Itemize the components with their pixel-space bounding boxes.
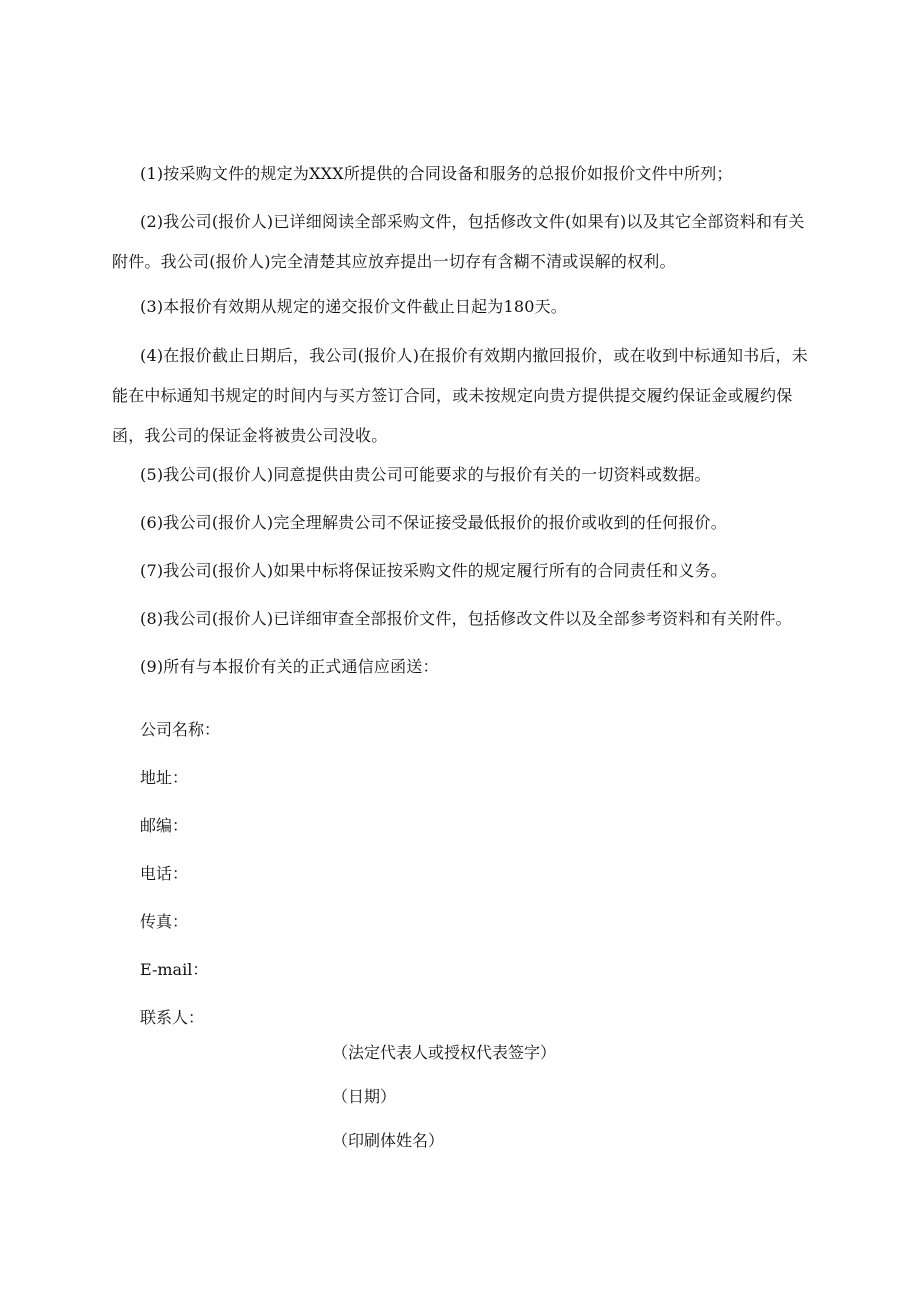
clause-9: (9)所有与本报价有关的正式通信应函送：: [140, 657, 439, 676]
clause-2: (2)我公司(报价人)已详细阅读全部采购文件，包括修改文件(如果有)以及其它全部资料和有关附件。我公司(报价人)完全清楚其应放弃提出一切存有含糊不清或误解的权利。: [112, 212, 805, 271]
address-label: 地址：: [140, 768, 189, 787]
clause-5: (5)我公司(报价人)同意提供由贵公司可能要求的与报价有关的一切资料或数据。: [140, 465, 711, 484]
company-name-label: 公司名称：: [140, 720, 221, 739]
date-line: （日期）: [332, 1087, 397, 1106]
clause-6: (6)我公司(报价人)完全理解贵公司不保证接受最低报价的报价或收到的任何报价。: [140, 513, 727, 532]
clause-1: (1)按采购文件的规定为XXX所提供的合同设备和服务的总报价如报价文件中所列；: [140, 164, 733, 183]
fax-label: 传真：: [140, 912, 189, 931]
clause-4: (4)在报价截止日期后，我公司(报价人)在报价有效期内撤回报价，或在收到中标通知书后，未能在中标通知书规定的时间内与买方签订合同，或未按规定向贵方提供提交履约保证金或履约保函，我公司的保证金将被贵公司没收。: [112, 346, 808, 445]
clause-8: (8)我公司(报价人)已详细审查全部报价文件，包括修改文件以及全部参考资料和有关附件。: [140, 609, 792, 628]
email-label: E-mail：: [140, 960, 209, 979]
clause-7: (7)我公司(报价人)如果中标将保证按采购文件的规定履行所有的合同责任和义务。: [140, 561, 727, 580]
postal-code-label: 邮编：: [140, 816, 189, 835]
phone-label: 电话：: [140, 864, 189, 883]
clause-3: (3)本报价有效期从规定的递交报价文件截止日起为180天。: [140, 297, 568, 316]
signature-line: （法定代表人或授权代表签字）: [332, 1043, 557, 1062]
printed-name-line: （印刷体姓名）: [332, 1131, 445, 1150]
contact-person-label: 联系人：: [140, 1008, 205, 1027]
